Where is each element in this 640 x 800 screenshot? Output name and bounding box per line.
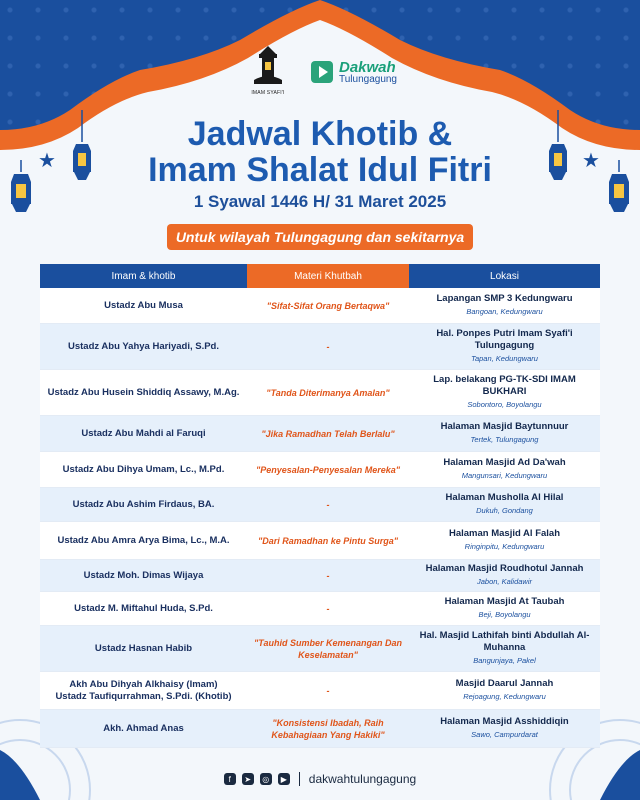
materi-text: - xyxy=(326,499,330,510)
location-name: Halaman Masjid Baytunnuur xyxy=(440,421,569,432)
khotib-name: Ustadz Hasnan Habib xyxy=(94,642,193,654)
location-area: Sawo, Campurdarat xyxy=(471,730,538,739)
location-name: Lapangan SMP 3 Kedungwaru xyxy=(436,293,573,304)
social-handle[interactable]: dakwahtulungagung xyxy=(308,772,417,786)
khotib-name: Ustadz Moh. Dimas Wijaya xyxy=(83,569,204,581)
location-name: Halaman Masjid Ad Da'wah xyxy=(443,457,566,468)
materi-text: "Jika Ramadhan Telah Berlalu" xyxy=(261,428,395,439)
location-area: Rejoagung, Kedungwaru xyxy=(463,692,546,701)
header-lokasi: Lokasi xyxy=(409,264,600,288)
table-row xyxy=(40,452,600,488)
location-area: Beji, Boyolangu xyxy=(478,610,531,619)
table-row xyxy=(40,522,600,560)
page-title xyxy=(0,116,640,188)
location-name: Lap. belakang PG-TK-SDI IMAM BUKHARI xyxy=(433,374,576,397)
materi-text: "Tauhid Sumber Kemenangan Dan Keselamatan" xyxy=(254,637,402,660)
header-materi: Materi Khutbah xyxy=(247,264,409,288)
khotib-name: Ustadz Abu Mahdi al Faruqi xyxy=(81,427,206,439)
khotib-name: Ustadz Abu Dihya Umam, Lc., M.Pd. xyxy=(62,463,225,475)
location-area: Tertek, Tulungagung xyxy=(470,435,539,444)
star-icon: ★ xyxy=(38,150,56,172)
materi-text: "Tanda Diterimanya Amalan" xyxy=(266,387,390,398)
location-name: Masjid Daarul Jannah xyxy=(455,678,554,689)
imam-name: Akh Abu Dihyah Alkhaisy (Imam) xyxy=(69,678,218,690)
imam-syafii-logo xyxy=(243,44,293,100)
table-row xyxy=(40,370,600,416)
location-area: Mangunsari, Kedungwaru xyxy=(461,471,548,480)
mosque-tower-icon xyxy=(251,44,285,88)
location-area: Sobontoro, Boyolangu xyxy=(467,400,542,409)
location-area: Bangoan, Kedungwaru xyxy=(466,307,543,316)
table-row xyxy=(40,672,600,710)
footer-divider xyxy=(299,772,300,786)
location-area: Dukuh, Gondang xyxy=(476,506,533,515)
khotib-name: Ustadz Abu Musa xyxy=(104,299,183,311)
date-subtitle: 1 Syawal 1446 H/ 31 Maret 2025 xyxy=(193,192,447,211)
location-name: Halaman Musholla Al Hilal xyxy=(445,492,564,503)
instagram-icon[interactable]: ◎ xyxy=(260,773,272,785)
materi-text: "Dari Ramadhan ke Pintu Surga" xyxy=(257,535,399,546)
materi-text: - xyxy=(326,570,330,581)
materi-text: "Konsistensi Ibadah, Raih Kebahagiaan Yang Hakiki" xyxy=(271,717,385,740)
logo-caption: IMAM SYAFI'I xyxy=(251,90,285,96)
location-area: Jabon, Kalidawir xyxy=(476,577,533,586)
title-line-1: Jadwal Khotib & xyxy=(187,115,453,153)
logo-bar xyxy=(0,44,640,100)
table-row xyxy=(40,560,600,592)
materi-text: "Sifat-Sifat Orang Bertaqwa" xyxy=(266,300,390,311)
region-banner: Untuk wilayah Tulungagung dan sekitarnya xyxy=(167,224,473,250)
location-area: Bangunjaya, Pakel xyxy=(473,656,536,665)
khotib-name: Ustadz Abu Ashim Firdaus, BA. xyxy=(72,498,215,510)
location-name: Halaman Masjid At Taubah xyxy=(444,596,565,607)
location-name: Hal. Masjid Lathifah binti Abdullah Al-Muhanna xyxy=(419,630,590,653)
khotib-name: Akh. Ahmad Anas xyxy=(103,722,184,734)
facebook-icon[interactable]: f xyxy=(224,773,236,785)
location-name: Halaman Masjid Asshiddiqin xyxy=(440,716,569,727)
table-header xyxy=(40,264,600,288)
title-line-2: Imam Shalat Idul Fitri xyxy=(148,151,492,189)
materi-text: - xyxy=(326,685,330,696)
header-imam-khotib: Imam & khotib xyxy=(40,264,247,288)
play-icon xyxy=(311,61,333,83)
khotib-name: Ustadz Taufiqurrahman, S.Pdi. (Khotib) xyxy=(55,690,232,702)
table-row xyxy=(40,416,600,452)
youtube-icon[interactable]: ▶ xyxy=(278,773,290,785)
materi-text: "Penyesalan-Penyesalan Mereka" xyxy=(255,464,401,475)
location-area: Ringinpitu, Kedungwaru xyxy=(464,542,545,551)
logo-sub: Tulungagung xyxy=(338,73,397,85)
materi-text: - xyxy=(326,603,330,614)
dakwah-logo xyxy=(311,60,397,85)
table-row xyxy=(40,710,600,748)
khotib-name: Ustadz Abu Yahya Hariyadi, S.Pd. xyxy=(68,340,219,352)
table-row xyxy=(40,288,600,324)
table-row xyxy=(40,626,600,672)
khotib-name: Ustadz Abu Husein Shiddiq Assawy, M.Ag. xyxy=(47,386,240,398)
location-name: Halaman Masjid Al Falah xyxy=(448,528,561,539)
location-name: Hal. Ponpes Putri Imam Syafi'i Tulungagung xyxy=(436,328,573,351)
materi-text: - xyxy=(326,341,330,352)
schedule-table xyxy=(40,264,600,748)
star-icon: ★ xyxy=(582,150,600,172)
location-name: Halaman Masjid Roudhotul Jannah xyxy=(425,563,584,574)
location-area: Tapan, Kedungwaru xyxy=(471,354,538,363)
logo-name: Dakwah xyxy=(338,58,396,76)
table-row xyxy=(40,324,600,370)
table-row xyxy=(40,592,600,626)
table-row xyxy=(40,488,600,522)
social-footer xyxy=(0,772,640,786)
khotib-name: Ustadz Abu Amra Arya Bima, Lc., M.A. xyxy=(57,534,230,546)
telegram-icon[interactable]: ➤ xyxy=(242,773,254,785)
khotib-name: Ustadz M. Miftahul Huda, S.Pd. xyxy=(74,602,213,614)
